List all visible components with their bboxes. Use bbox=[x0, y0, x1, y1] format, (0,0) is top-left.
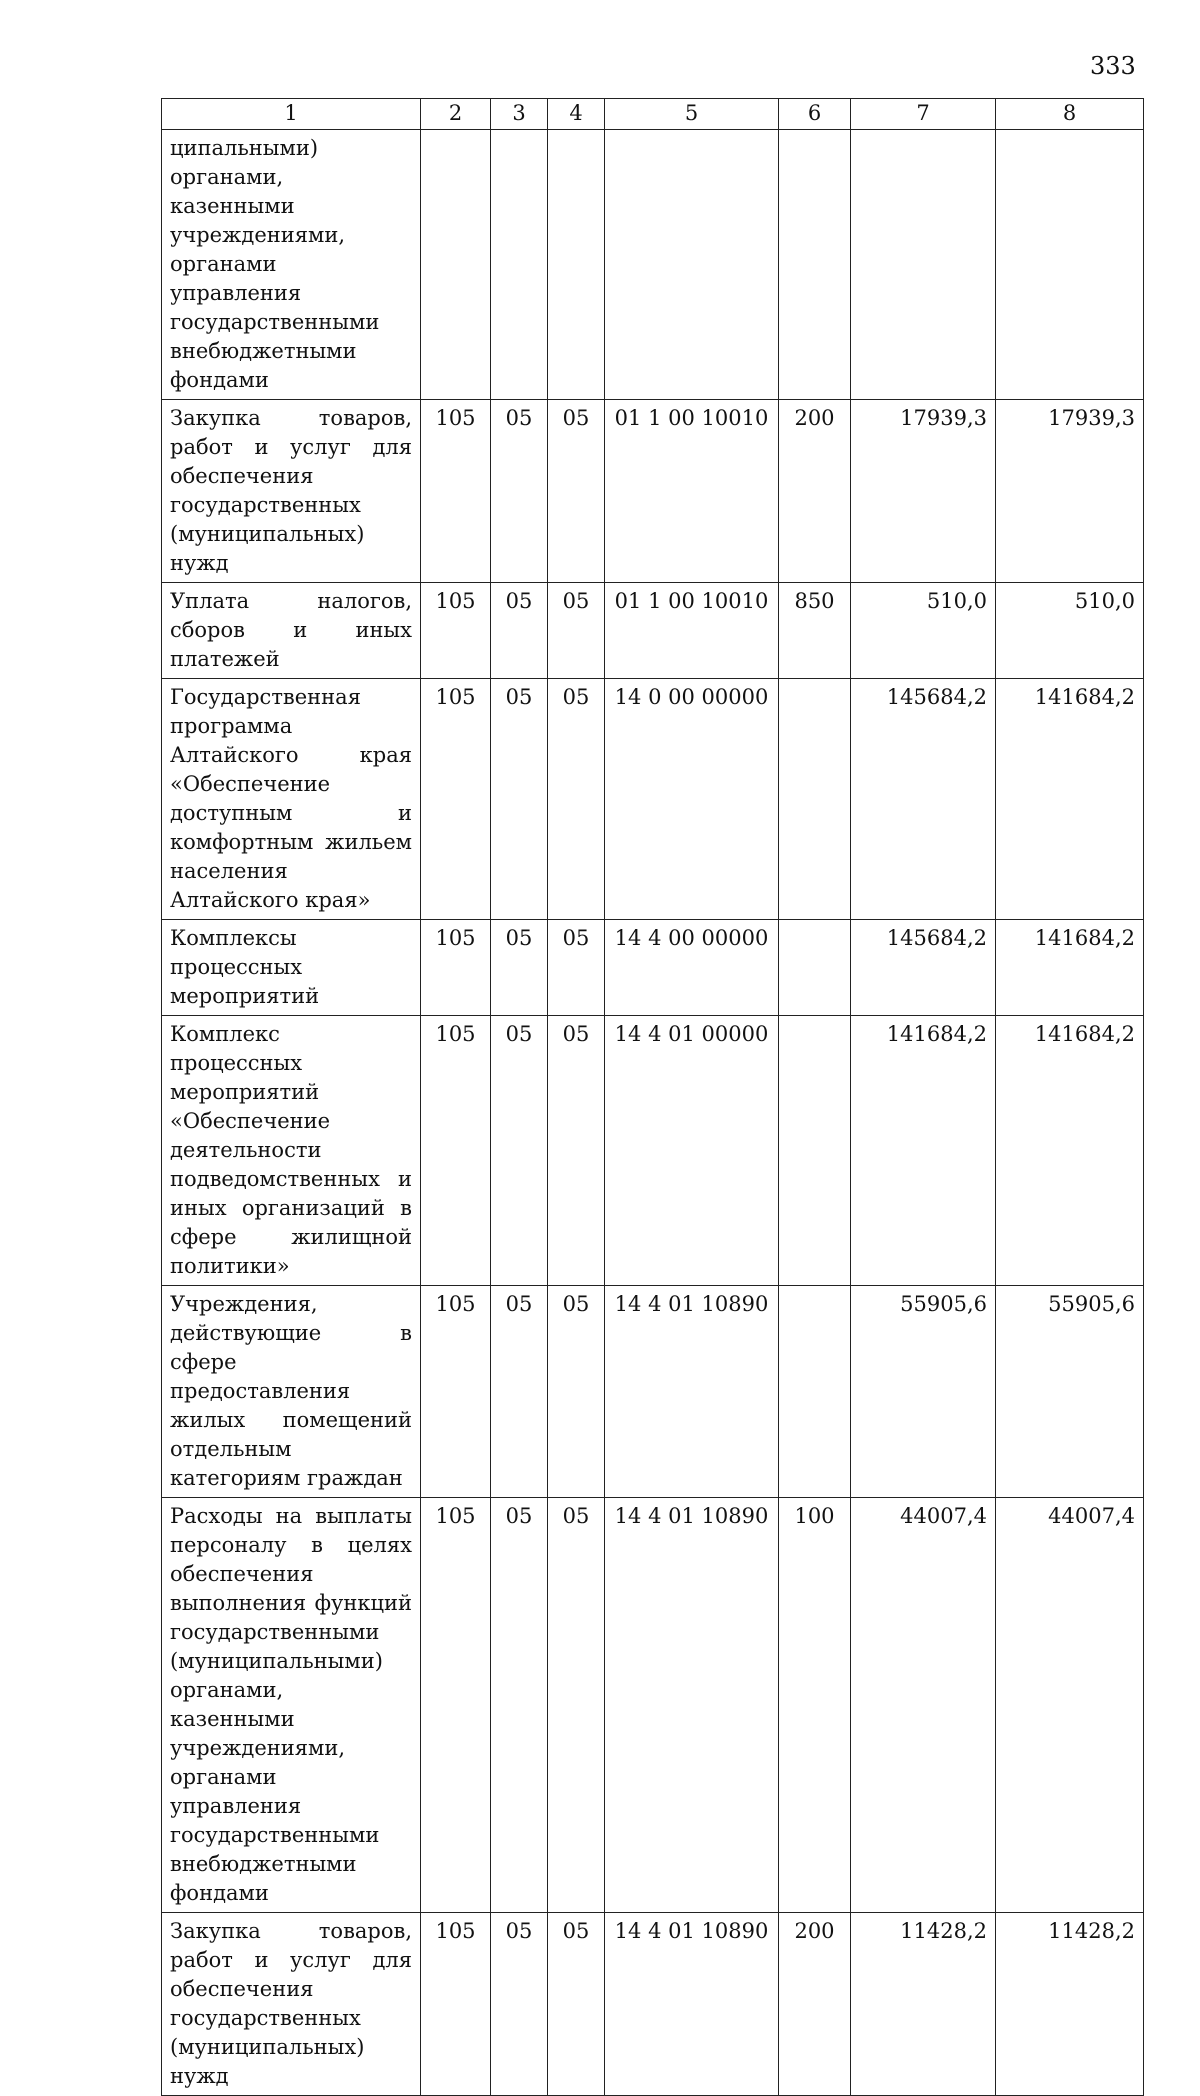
table-row bbox=[162, 583, 1144, 679]
amount-col8-cell: 141684,2 bbox=[996, 1016, 1144, 1286]
column-header: 4 bbox=[548, 99, 605, 130]
chapter-code-cell: 105 bbox=[421, 920, 491, 1016]
section-code-cell: 05 bbox=[491, 1286, 548, 1498]
chapter-code-cell: 105 bbox=[421, 583, 491, 679]
amount-col7-cell: 55905,6 bbox=[851, 1286, 996, 1498]
target-article-cell: 14 4 01 10890 bbox=[605, 1913, 779, 2096]
amount-col7-cell: 145684,2 bbox=[851, 920, 996, 1016]
table-row bbox=[162, 130, 1144, 400]
table-row bbox=[162, 400, 1144, 583]
row-name-cell: Уплата налогов, сборов и иных платежей bbox=[162, 583, 421, 679]
amount-col8-cell: 17939,3 bbox=[996, 400, 1144, 583]
expense-type-cell bbox=[779, 130, 851, 400]
table-row bbox=[162, 1286, 1144, 1498]
expense-type-cell bbox=[779, 1016, 851, 1286]
amount-col7-cell bbox=[851, 130, 996, 400]
target-article-cell bbox=[605, 130, 779, 400]
subsection-code-cell: 05 bbox=[548, 679, 605, 920]
chapter-code-cell: 105 bbox=[421, 1913, 491, 2096]
target-article-cell: 14 4 01 10890 bbox=[605, 1286, 779, 1498]
expense-type-cell: 200 bbox=[779, 400, 851, 583]
row-name-cell: Учреждения, действующие в сфере предоставления жилых помещений отдельным категориям граждан bbox=[162, 1286, 421, 1498]
subsection-code-cell: 05 bbox=[548, 1913, 605, 2096]
section-code-cell: 05 bbox=[491, 583, 548, 679]
row-name-cell: ципальными) органами, казенными учреждениями, органами управления государственными внебюджетными фондами bbox=[162, 130, 421, 400]
chapter-code-cell: 105 bbox=[421, 679, 491, 920]
table-row bbox=[162, 679, 1144, 920]
section-code-cell bbox=[491, 130, 548, 400]
column-header: 2 bbox=[421, 99, 491, 130]
table-row bbox=[162, 1913, 1144, 2096]
amount-col8-cell: 11428,2 bbox=[996, 1913, 1144, 2096]
chapter-code-cell: 105 bbox=[421, 1286, 491, 1498]
expense-type-cell: 200 bbox=[779, 1913, 851, 2096]
amount-col7-cell: 141684,2 bbox=[851, 1016, 996, 1286]
amount-col8-cell: 141684,2 bbox=[996, 679, 1144, 920]
expense-type-cell bbox=[779, 1286, 851, 1498]
chapter-code-cell: 105 bbox=[421, 1498, 491, 1913]
expense-type-cell: 850 bbox=[779, 583, 851, 679]
row-name-cell: Закупка товаров, работ и услуг для обеспечения государственных (муниципальных) нужд bbox=[162, 400, 421, 583]
page-number: 333 bbox=[1090, 52, 1136, 80]
target-article-cell: 14 0 00 00000 bbox=[605, 679, 779, 920]
target-article-cell: 01 1 00 10010 bbox=[605, 400, 779, 583]
section-code-cell: 05 bbox=[491, 1913, 548, 2096]
amount-col7-cell: 17939,3 bbox=[851, 400, 996, 583]
row-name-cell: Комплекс процессных мероприятий «Обеспечение деятельности подведомственных и иных организаций в сфере жилищной политики» bbox=[162, 1016, 421, 1286]
subsection-code-cell: 05 bbox=[548, 1286, 605, 1498]
table-row bbox=[162, 1498, 1144, 1913]
subsection-code-cell: 05 bbox=[548, 1498, 605, 1913]
subsection-code-cell: 05 bbox=[548, 920, 605, 1016]
section-code-cell: 05 bbox=[491, 400, 548, 583]
amount-col8-cell bbox=[996, 130, 1144, 400]
chapter-code-cell: 105 bbox=[421, 1016, 491, 1286]
column-header: 6 bbox=[779, 99, 851, 130]
expense-type-cell bbox=[779, 920, 851, 1016]
section-code-cell: 05 bbox=[491, 920, 548, 1016]
chapter-code-cell bbox=[421, 130, 491, 400]
subsection-code-cell: 05 bbox=[548, 1016, 605, 1286]
row-name-cell: Расходы на выплаты персоналу в целях обеспечения выполнения функций государственными (муниципальными) органами, казенными учреждениями, органами управления государственными внебюджетными фондами bbox=[162, 1498, 421, 1913]
amount-col7-cell: 145684,2 bbox=[851, 679, 996, 920]
table-header-row bbox=[162, 99, 1144, 130]
column-header: 5 bbox=[605, 99, 779, 130]
table-row bbox=[162, 920, 1144, 1016]
column-header: 3 bbox=[491, 99, 548, 130]
target-article-cell: 14 4 01 00000 bbox=[605, 1016, 779, 1286]
column-header: 1 bbox=[162, 99, 421, 130]
subsection-code-cell: 05 bbox=[548, 400, 605, 583]
amount-col7-cell: 11428,2 bbox=[851, 1913, 996, 2096]
amount-col8-cell: 55905,6 bbox=[996, 1286, 1144, 1498]
row-name-cell: Комплексы процессных мероприятий bbox=[162, 920, 421, 1016]
section-code-cell: 05 bbox=[491, 1498, 548, 1913]
chapter-code-cell: 105 bbox=[421, 400, 491, 583]
expense-type-cell bbox=[779, 679, 851, 920]
table-row bbox=[162, 1016, 1144, 1286]
row-name-cell: Закупка товаров, работ и услуг для обеспечения государственных (муниципальных) нужд bbox=[162, 1913, 421, 2096]
subsection-code-cell: 05 bbox=[548, 583, 605, 679]
row-name-cell: Государственная программа Алтайского края «Обеспечение доступным и комфортным жильем населения Алтайского края» bbox=[162, 679, 421, 920]
target-article-cell: 14 4 00 00000 bbox=[605, 920, 779, 1016]
amount-col7-cell: 510,0 bbox=[851, 583, 996, 679]
column-header: 7 bbox=[851, 99, 996, 130]
amount-col8-cell: 44007,4 bbox=[996, 1498, 1144, 1913]
section-code-cell: 05 bbox=[491, 679, 548, 920]
target-article-cell: 14 4 01 10890 bbox=[605, 1498, 779, 1913]
subsection-code-cell bbox=[548, 130, 605, 400]
column-header: 8 bbox=[996, 99, 1144, 130]
amount-col7-cell: 44007,4 bbox=[851, 1498, 996, 1913]
expense-type-cell: 100 bbox=[779, 1498, 851, 1913]
budget-table bbox=[161, 98, 1144, 2096]
section-code-cell: 05 bbox=[491, 1016, 548, 1286]
target-article-cell: 01 1 00 10010 bbox=[605, 583, 779, 679]
amount-col8-cell: 141684,2 bbox=[996, 920, 1144, 1016]
amount-col8-cell: 510,0 bbox=[996, 583, 1144, 679]
